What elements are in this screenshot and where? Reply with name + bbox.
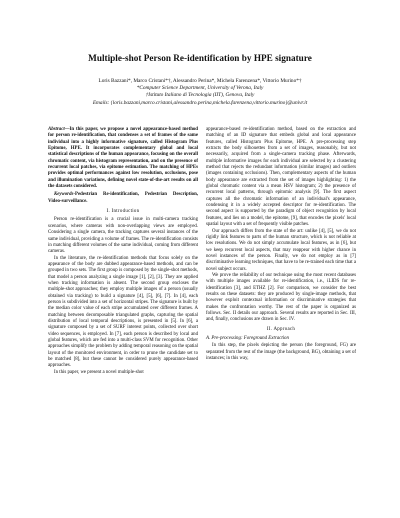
paragraph: Person re-identification is a crucial issue in multi-camera tracking scenarios, where cameras with non-overlapping views are employed. Considering a single camera, the tracking captures several instances of the same individual, providing a volume of frames. The re-identification consists in matching different volumes of the same individual, coming from different cameras. [48,217,198,255]
paragraph: In this paper, we present a novel multiple-shot [54,369,144,375]
right-column [206,127,356,362]
paragraph: In the literature, the re-identification methods that focus solely on the appearance of the body are dubbed appearance-based methods, and can be grouped in two sets. The first group is composed by the single-shot methods, that model a person analyzing a single image [1], [2], [3]. They are applied when tracking information is absent. The second group encloses the multiple-shot approaches; they employ multiple images of a person (usually obtained via tracking) to build a signature [4], [5], [6], [7]. In [4], each person is subdivided into a set of horizontal stripes. The signature is built by the median color value of each stripe accumulated over different frames. A matching between decomposable triangulated graphs, capturing the spatial distribution of local temporal descriptions, is presented in [5]. In [6], a signature composed by a set of SURF interest points, collected over short video sequences, is employed. In [7], each person is described by local and global features, which are fed into a multi-class SVM for recognition. Other approaches simplify the problem by adding temporal reasoning on the spatial layout of the monitored environment, in order to prune the candidate set to be matched [8], but these cannot be considered purely appearance-based approaches. [48,255,198,369]
paragraph: appearance-based re-identification method, based on the extraction and matching of an ID signature that embeds global and local appearance features, called Histogram Plus Epitome, HPE. A pre-processing step extracts the body silhouettes from a set of images, reasonably, but not necessarily, acquired from a single-camera tracking phase. Afterwards, multiple informative images for each individual are selected by a clustering method that rejects the redundant information (similar images) and outliers (images containing occlusions). Then, complementary aspects of the human body appearance are extracted from the set of images highlighting: 1) the global chromatic content via a mean HSV histogram; 2) the presence of recurrent local patterns, through epitomic analysis [9]. The first aspect captures all the chromatic information of an individual's appearance, condensing it in a widely accepted descriptor for re-identification. The second aspect is supported by the paradigm of object recognition by local features, and lies on a model, the epitome, [9], that encodes the pixels' local spatial layout with a set of frequently visible patches. [206,127,356,228]
affiliation-1: *Computer Science Department, University of Verona, Italy [136,85,264,92]
keywords [48,192,198,205]
left-column [48,127,198,376]
section-heading-introduction: I. Introduction [106,208,140,214]
abstract [48,127,198,190]
keywords-text: -Pedestrian Re-identification, Pedestrian Description, Video-surveillance. [48,192,198,204]
abstract-text: —In this paper, we propose a novel appearance-based method for person re-identification, that condenses a set of frames of the same individual into a highly informative signature, called Histogram Plus Epitome, HPE. It incorporates complementary global and local statistical descriptions of the human appearance, focusing on the overall chromatic content, via histogram representation, and on the presence of recurrent local patches, via epitome estimation. The matching of HPEs provides optimal performances against low resolution, occlusions, pose and illumination variations, defining novel state-of-the-art results on all the datasets considered. [48,127,198,190]
subsection-heading: A. Pre-processing: Foreground Extraction [206,336,289,341]
author-names: Loris Bazzani*, Marco Cristani*†, Alessandro Perina*, Michela Farenzena*, Vittorio Murino*† [98,78,302,84]
author-block [0,78,400,107]
paragraph: We prove the reliability of our technique using the most recent databases with multiple images available for re-identification, i.e., iLIDS for re-identification [3], and ETHZ [2]. For comparison, we consider the best results on these datasets: they are produced by single-image methods, that however exploit contextual information or discriminative strategies that makes the confrontation worthy. The rest of the paper is organized as follows. Sec. II details our approach. Several results are reported in Sec. III, and, finally, conclusions are drawn in Sec. IV. [206,272,356,323]
section-heading-approach: II. Approach [266,327,296,333]
paragraph: Our approach differs from the state of the art: unlike [4], [5], we do not rigidly link features to parts of the human structure, which is not reliable at low resolutions. We do not simply accumulate local features, as in [6], but we keep recurrent local aspects, that may reappear with higher chance in novel instances of the person. Finally, we do not employ as in [7] discriminative learning techniques, that have to be re-trained each time that a novel subject occurs. [206,228,356,272]
affiliation-2: †Istituto Italiano di Tecnologia (IIT), Genova, Italy [145,92,255,99]
paper-title: Multiple-shot Person Re-identification by HPE signature [88,53,312,63]
paragraph: In this step, the pixels depicting the person (the foreground, FG) are separated from the rest of the image (the background, BG), obtaining a set of instances; in this way, [206,343,356,362]
abstract-label: Abstract [48,127,65,132]
author-emails: Emails: {loris.bazzani,marco.cristani,alessandro.perina,michela.farenzena,vittorio.murino}@univr.it [92,99,308,106]
keywords-label: Keywords [54,192,74,198]
